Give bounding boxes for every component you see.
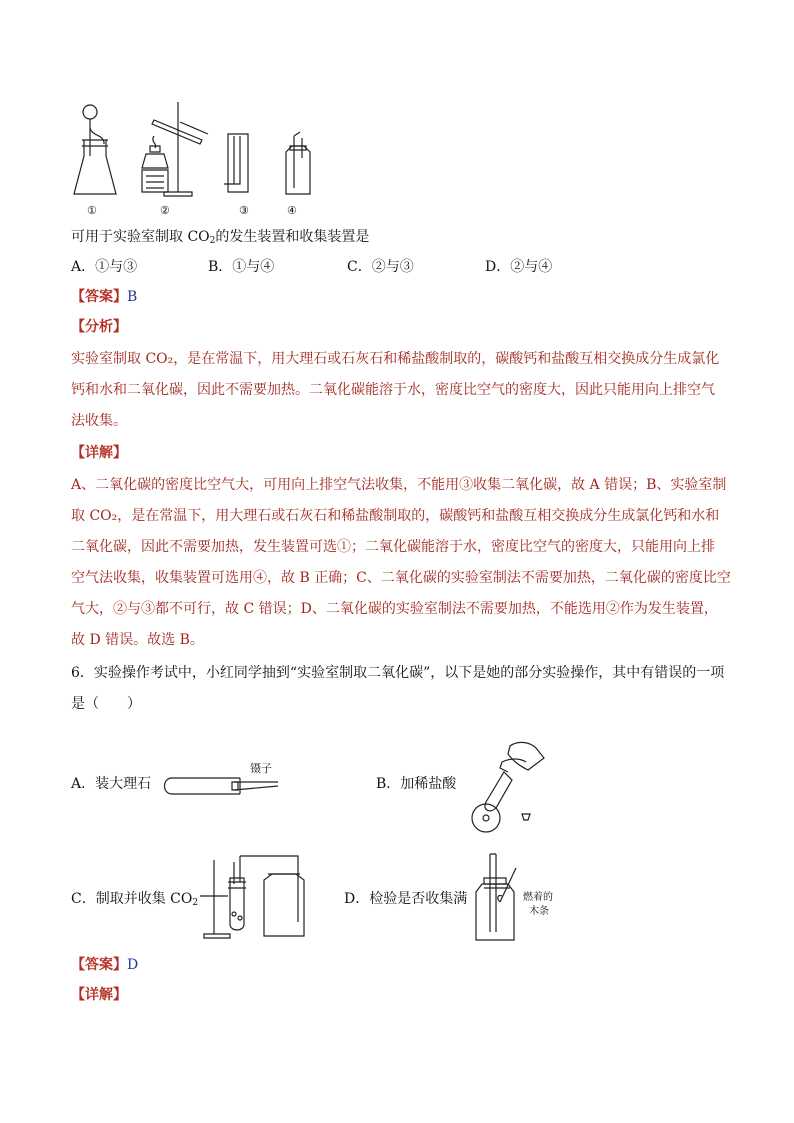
q6-stem: 6．实验操作考试中，小红同学抽到“实验室制取二氧化碳”，以下是她的部分实验操作，其中有错误的一项 是（ ） xyxy=(71,665,725,712)
q5-option-b: B．①与④ xyxy=(208,259,275,275)
q6-option-b: B．加稀盐酸 xyxy=(376,776,457,792)
fig-label-4: ④ xyxy=(287,204,297,217)
q5-detail-body: A、二氧化碳的密度比空气大，可用向上排空气法收集，不能用③收集二氧化碳，故 A 错误；B、实验室制 取 CO₂，是在常温下，用大理石或石灰石和稀盐酸制取的，碳酸钙和盐酸互相交换成分生成氯化钙和水和 二氧化碳，因此不需要加热，发生装置可选①；二氧化碳能溶于水，密度比空气的密度大，只能用向上排 空气法收集，收集装置可选用④，故 B 正确；C、二氧化碳的实验室制法不需要加热，二氧化碳的密度比空 气大，②与③都不可行，故 C 错误；D、二氧化碳的实验室制法不需要加热，不能选用②作为发生装置， 故 D 错误。故选 B。 xyxy=(71,477,731,648)
q6-detail-heading: 【详解】 xyxy=(71,987,127,1003)
apparatus-4-bottle xyxy=(286,132,310,194)
q6-option-c: C．制取并收集 $CO_2$ xyxy=(71,891,199,908)
q5-detail-heading: 【详解】 xyxy=(71,445,127,461)
q6-figure-c xyxy=(200,852,310,942)
q5-option-a: A．①与③ xyxy=(71,259,138,275)
apparatus-3-bottle xyxy=(224,134,248,192)
q6-fig-d-label-1: 燃着的 xyxy=(523,892,553,903)
q6-answer: 【答案】D xyxy=(71,957,139,973)
q5-option-c: C．②与③ xyxy=(347,259,414,275)
q6-fig-d-label-2: 木条 xyxy=(529,906,549,917)
apparatus-figure xyxy=(68,96,328,206)
q5-answer: 【答案】B xyxy=(71,289,138,305)
apparatus-1-flask xyxy=(74,105,116,194)
q6-option-a: A．装大理石 xyxy=(71,776,152,792)
q6-figure-b xyxy=(466,738,556,834)
q5-stem: 可用于实验室制取 $CO_2$的发生装置和收集装置是 xyxy=(71,229,370,246)
fig-label-3: ③ xyxy=(239,204,249,217)
fig-label-1: ① xyxy=(87,204,97,217)
q5-analysis-body: 实验室制取 CO₂，是在常温下，用大理石或石灰石和稀盐酸制取的，碳酸钙和盐酸互相交换成分生成氯化 钙和水和二氧化碳，因此不需要加热。二氧化碳能溶于水，密度比空气的密度大，因此只能用向上排空气 法收集。 xyxy=(71,351,720,429)
q5-option-d: D．②与④ xyxy=(485,259,553,275)
fig-label-2: ② xyxy=(160,204,170,217)
q5-analysis-heading: 【分析】 xyxy=(71,319,127,335)
apparatus-2-heating xyxy=(142,102,208,196)
q6-fig-a-label: 镊子 xyxy=(250,762,272,775)
q6-option-d: D．检验是否收集满 xyxy=(344,891,468,907)
